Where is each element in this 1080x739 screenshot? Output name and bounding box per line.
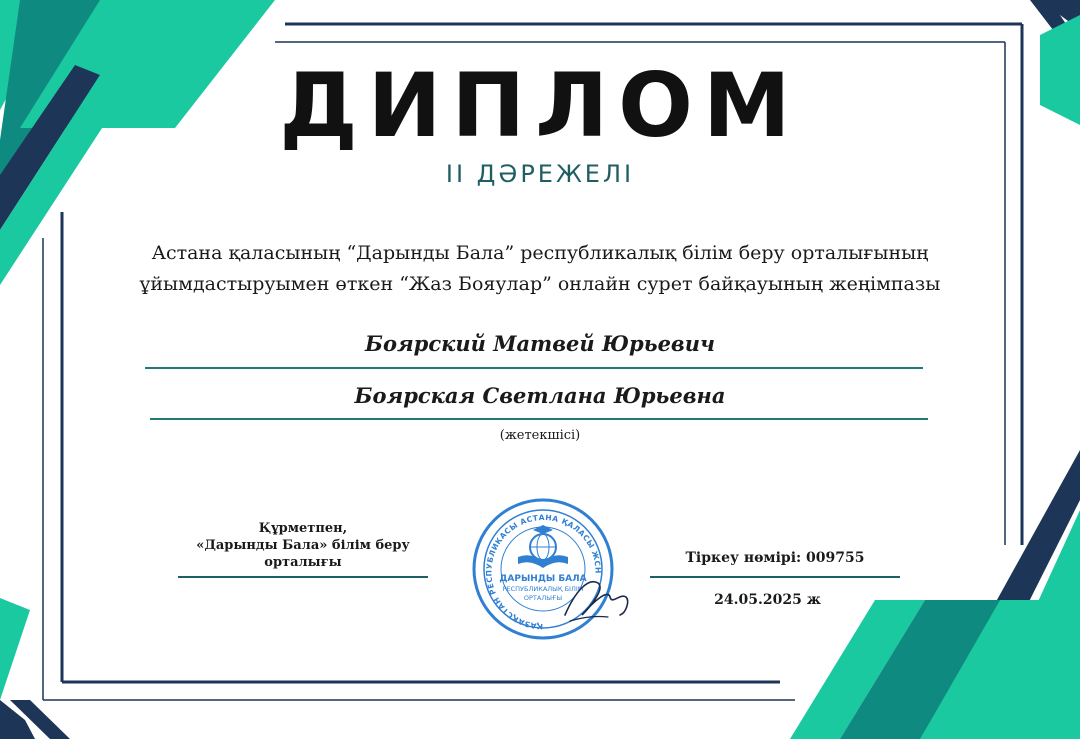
supervisor-name-underline [150,418,928,420]
description-line-2: ұйымдастыруымен өткен “Жаз Бояулар” онлайн сурет байқауының жеңімпазы [139,273,941,295]
regards-underline [178,576,428,578]
regards-line-1: Құрметпен, [258,521,348,536]
winner-name-underline [145,367,923,369]
seal-center-line-3: ОРТАЛЫҒЫ [523,594,563,602]
degree-label: II ДӘРЕЖЕЛІ [445,160,635,188]
seal-center-line-2: РЕСПУБЛИКАЛЫҚ БІЛІМ [502,585,584,593]
regards-block [178,520,428,571]
regards-line-3: орталығы [264,555,342,570]
official-seal [470,497,650,642]
corner-shape-bottom-left [0,598,30,700]
regards-line-2: «Дарынды Бала» білім беру [196,538,410,553]
description-line-1: Астана қаласының “Дарынды Бала” республикалық білім беру орталығының [151,242,929,264]
supervisor-role: (жетекшісі) [499,428,581,443]
seal-ring-text: ҚАЗАҚСТАН РЕСПУБЛИКАСЫ АСТАНА ҚАЛАСЫ ЖСН [484,512,603,632]
registration-number: Тіркеу нөмірі: 009755 [685,550,865,566]
winner-name: Боярский Матвей Юрьевич [365,331,715,356]
registration-underline [650,576,900,578]
supervisor-name: Боярская Светлана Юрьевна [354,383,726,408]
seal-center-line-1: ДАРЫНДЫ БАЛА [499,574,587,584]
diploma-title: ДИПЛОМ [279,54,801,157]
issue-date: 24.05.2025 ж [714,592,821,608]
